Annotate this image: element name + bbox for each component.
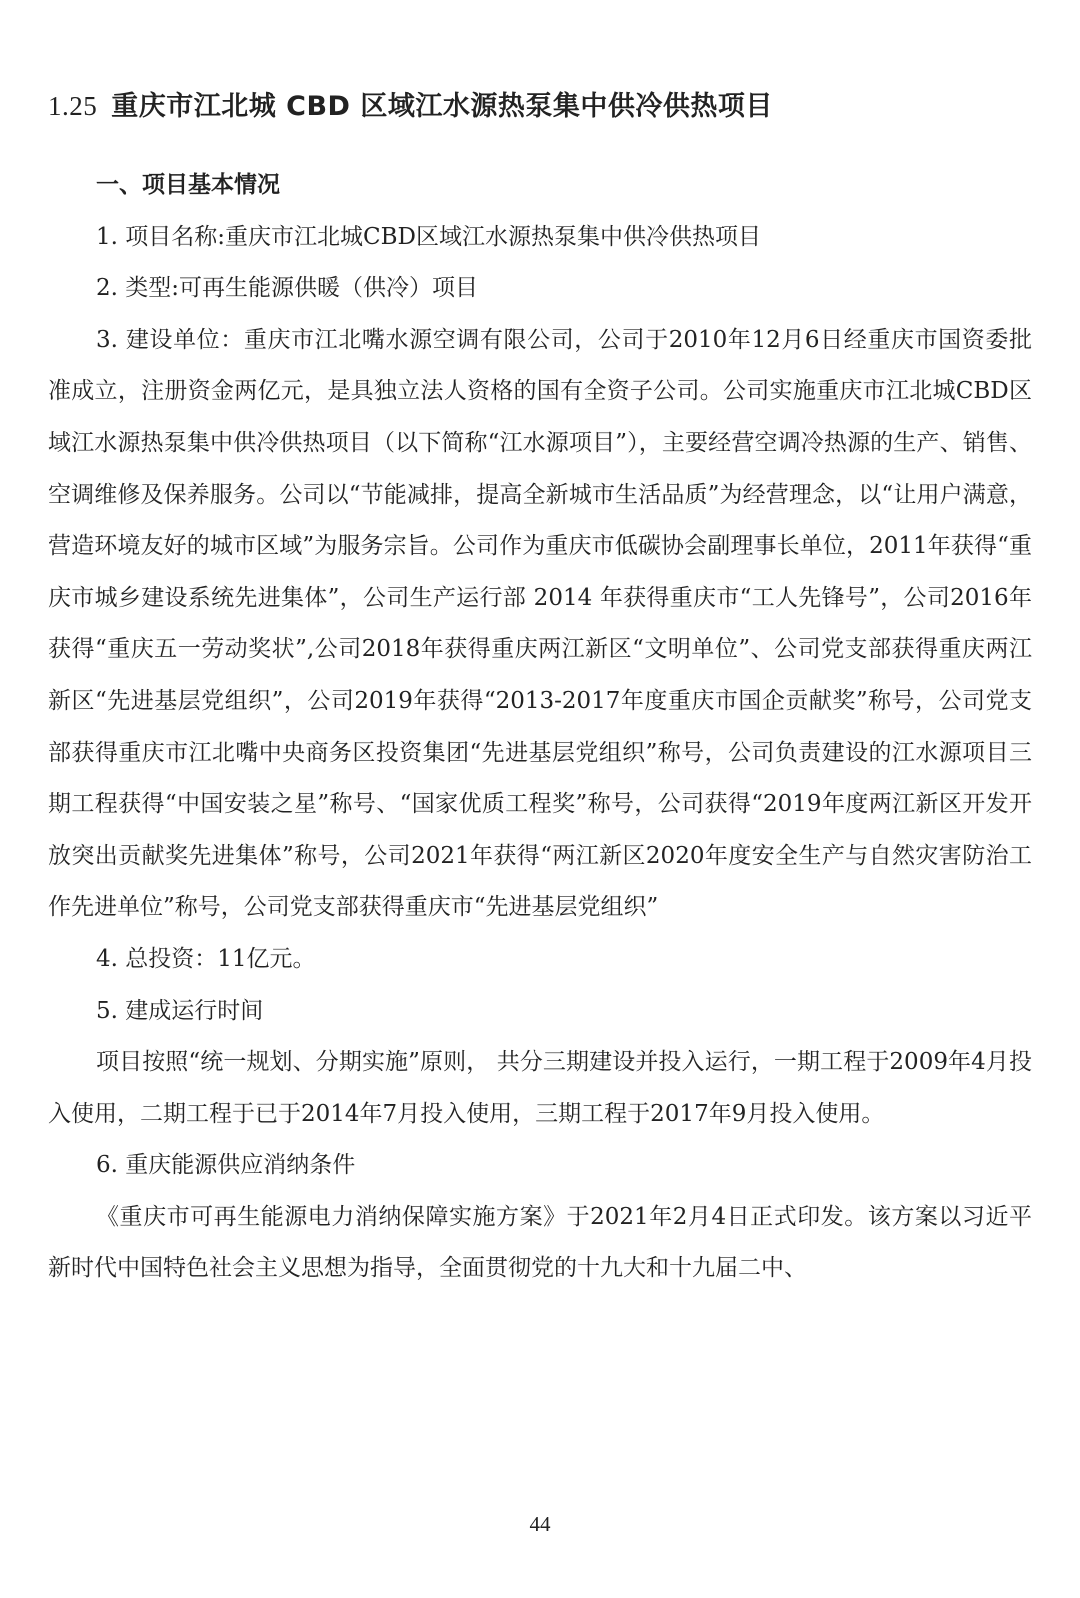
item-operation-time-heading: 5. 建成运行时间 <box>96 997 264 1024</box>
document-body <box>48 160 1032 1295</box>
item-energy-supply-body: 《重庆市可再生能源电力消纳保障实施方案》于2021年2月4日正式印发。该方案以习近平新时代中国特色社会主义思想为指导，全面贯彻党的十九大和十九届二中、 <box>48 1203 1032 1282</box>
page-title <box>48 84 1038 123</box>
item-project-type: 2. 类型:可再生能源供暖（供冷）项目 <box>96 275 479 302</box>
section-heading: 一、项目基本情况 <box>96 172 280 198</box>
title-text: 重庆市江北城 CBD 区域江水源热泵集中供冷供热项目 <box>111 91 773 122</box>
title-number: 1.25 <box>48 91 98 121</box>
item-energy-supply-heading: 6. 重庆能源供应消纳条件 <box>96 1152 356 1179</box>
item-operation-time-body: 项目按照“统一规划、分期实施”原则， 共分三期建设并投入运行，一期工程于2009年4月投入使用，二期工程于已于2014年7月投入使用，三期工程于2017年9月投入使用。 <box>48 1049 1032 1127</box>
item-project-name: 1. 项目名称:重庆市江北城CBD区域江水源热泵集中供冷供热项目 <box>96 223 761 250</box>
item-total-investment: 4. 总投资：11亿元。 <box>96 945 316 972</box>
page-number: 44 <box>529 1512 551 1536</box>
item-construction-unit: 3. 建设单位：重庆市江北嘴水源空调有限公司，公司于2010年12月6日经重庆市国资委批准成立，注册资金两亿元，是具独立法人资格的国有全资子公司。公司实施重庆市江北城CBD区域江水源热泵集中供冷供热项目（以下简称“江水源项目”），主要经营空调冷热源的生产、销售、空调维修及保养服务。公司以“节能减排，提高全新城市生活品质”为经营理念，以“让用户满意，营造环境友好的城市区域”为服务宗旨。公司作为重庆市低碳协会副理事长单位，2011年获得“重庆市城乡建设系统先进集体”，公司生产运行部 2014 年获得重庆市“工人先锋号”，公司2016年获得“重庆五一劳动奖状”,公司2018年获得重庆两江新区“文明单位”、公司党支部获得重庆两江新区“先进基层党组织”，公司2019年获得“2013-2017年度重庆市国企贡献奖”称号，公司党支部获得重庆市江北嘴中央商务区投资集团“先进基层党组织”称号，公司负责建设的江水源项目三期工程获得“中国安装之星”称号、“国家优质工程奖”称号，公司获得“2019年度两江新区开发开放突出贡献奖先进集体”称号，公司2021年获得“两江新区2020年度安全生产与自然灾害防治工作先进单位”称号，公司党支部获得重庆市“先进基层党组织” <box>48 326 1032 921</box>
